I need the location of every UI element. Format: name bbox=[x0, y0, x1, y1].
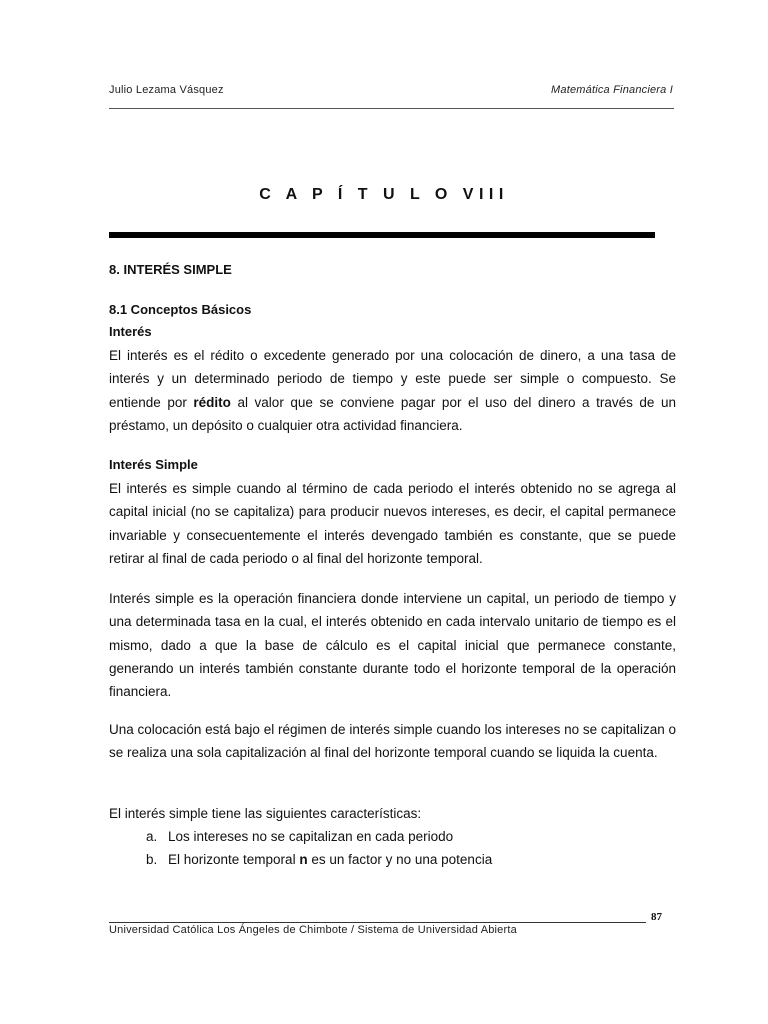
page-number: 87 bbox=[651, 911, 662, 923]
header-book-title: Matemática Financiera I bbox=[551, 84, 673, 96]
section-heading: 8. INTERÉS SIMPLE bbox=[109, 262, 232, 277]
list-marker: b. bbox=[146, 852, 158, 867]
paragraph-interes-simple-1: El interés es simple cuando al término de cada periodo el interés obtenido no se agrega al capital inicial (no se capitaliza) para producir nuevos intereses, es decir, el capital permanece invariable y consecuentemente el interés devengado también es constante, que se puede retirar al final de cada periodo o al final del horizonte temporal. bbox=[109, 481, 676, 566]
footer-institution: Universidad Católica Los Ángeles de Chimbote / Sistema de Universidad Abierta bbox=[109, 924, 517, 936]
paragraph-interes-simple-3: Una colocación está bajo el régimen de interés simple cuando los intereses no se capitalizan o se realiza una sola capitalización al final del horizonte temporal cuando se liquida la cuenta. bbox=[109, 722, 676, 761]
list-item-text: Los intereses no se capitalizan en cada periodo bbox=[168, 829, 454, 844]
bold-term-redito: rédito bbox=[193, 394, 231, 410]
paragraph-interes-definition bbox=[109, 344, 676, 437]
bold-variable-n: n bbox=[299, 852, 308, 867]
list-item-b bbox=[146, 852, 492, 867]
header-rule bbox=[109, 108, 674, 109]
list-marker: a. bbox=[146, 829, 158, 844]
list-item-a bbox=[146, 829, 453, 844]
list-item-text: es un factor y no una potencia bbox=[307, 852, 493, 867]
chapter-title: C A P Í T U L O VIII bbox=[259, 186, 509, 203]
footer-rule bbox=[109, 922, 646, 923]
paragraph-text: El interés es el rédito o excedente generado por una colocación de dinero, a una tasa de interés y un determinado periodo de tiempo y este puede ser simple o compuesto. Se entiende por bbox=[109, 348, 676, 410]
list-intro: El interés simple tiene las siguientes características: bbox=[109, 806, 422, 821]
term-heading-interes: Interés bbox=[109, 324, 152, 339]
paragraph-interes-simple-2: Interés simple es la operación financiera donde interviene un capital, un periodo de tiempo y una determinada tasa en la cual, el interés obtenido en cada intervalo unitario de tiempo es el mismo, dado a que la base de cálculo es el capital inicial que permanece constante, generando un interés también constante durante todo el horizonte temporal de la operación financiera. bbox=[109, 591, 676, 700]
chapter-divider bbox=[109, 232, 655, 238]
subsection-heading: 8.1 Conceptos Básicos bbox=[109, 302, 252, 317]
paragraph-text: al valor que se conviene pagar por el uso del dinero a través de un préstamo, un depósito o cualquier otra actividad financiera. bbox=[109, 394, 676, 433]
header-author: Julio Lezama Vásquez bbox=[109, 84, 224, 96]
list-item-text: El horizonte temporal bbox=[168, 852, 300, 867]
term-heading-interes-simple: Interés Simple bbox=[109, 457, 198, 472]
